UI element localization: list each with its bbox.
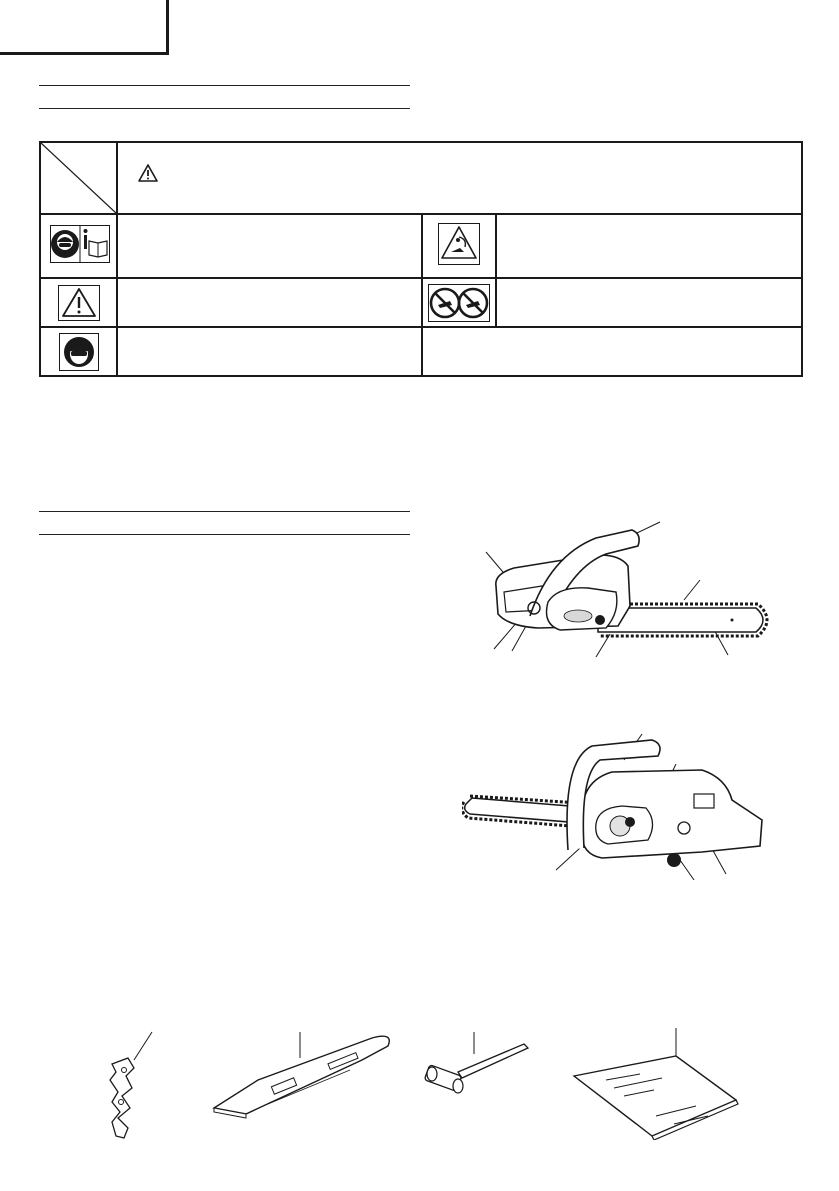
- owners-manual-illustration: [566, 1026, 746, 1140]
- table-corner-diagonal: [41, 143, 117, 214]
- symbols-table: [39, 141, 803, 377]
- section-heading-rule-top: [39, 511, 410, 512]
- section-heading-rule-bottom: [39, 108, 410, 109]
- kickback-warning-icon: [438, 223, 480, 265]
- plug-wrench-illustration: [420, 1030, 532, 1096]
- spiked-bumper-illustration: [104, 1030, 154, 1142]
- table-col-divider: [495, 213, 497, 327]
- warning-triangle-icon: [58, 285, 100, 321]
- ear-eye-head-protection-icon: [58, 332, 100, 372]
- chainsaw-illustration-front: [462, 730, 774, 885]
- no-one-hand-operation-icon: [427, 283, 491, 323]
- warning-triangle-icon: [137, 163, 159, 183]
- wear-protection-read-manual-icon: [50, 224, 110, 264]
- language-tab: [0, 0, 169, 55]
- section-heading-rule-top: [39, 85, 410, 86]
- guide-bar-cover-illustration: [212, 1030, 402, 1120]
- table-col-divider: [421, 213, 423, 375]
- chainsaw-illustration-side: [478, 516, 778, 661]
- section-heading-rule-bottom: [39, 534, 410, 535]
